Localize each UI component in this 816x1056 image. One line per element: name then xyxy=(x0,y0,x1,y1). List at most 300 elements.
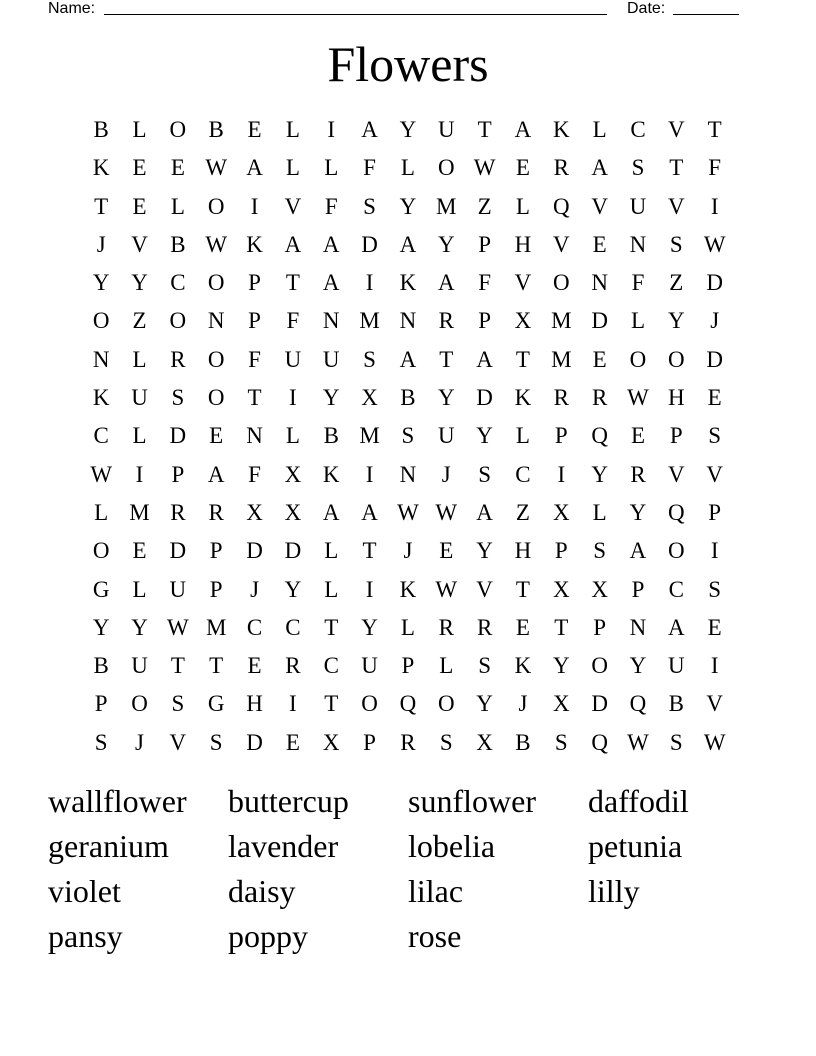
grid-letter: O xyxy=(169,308,187,334)
grid-letter: F xyxy=(363,155,376,181)
grid-letter: J xyxy=(441,461,451,487)
grid-letter: P xyxy=(248,270,261,296)
grid-letter: M xyxy=(551,346,572,372)
grid-letter: M xyxy=(205,614,227,640)
grid-letter: W xyxy=(703,231,726,257)
grid-letter: U xyxy=(361,653,378,679)
grid-letter: O xyxy=(437,155,455,181)
grid-letter: A xyxy=(399,231,417,257)
grid-letter: Y xyxy=(668,308,685,334)
grid-letter: H xyxy=(514,538,532,564)
grid-letter: T xyxy=(515,576,530,602)
grid-letter: D xyxy=(246,729,263,755)
grid-letter: J xyxy=(518,691,528,717)
grid-letter: S xyxy=(669,231,683,257)
grid-letter: B xyxy=(323,423,339,449)
grid-letter: X xyxy=(284,461,302,487)
grid-letter: R xyxy=(438,308,454,334)
grid-letter: L xyxy=(285,117,300,142)
grid-letter: V xyxy=(284,193,302,219)
grid-letter: S xyxy=(554,729,568,755)
grid-letter: F xyxy=(286,308,300,334)
word-list-item: violet xyxy=(48,873,121,909)
word-list-item: petunia xyxy=(588,828,683,864)
grid-letter: D xyxy=(361,231,378,257)
grid-letter: S xyxy=(401,423,415,449)
grid-letter: Z xyxy=(515,499,530,525)
grid-letter: V xyxy=(169,729,187,755)
grid-letter: Y xyxy=(437,231,455,257)
grid-letter: I xyxy=(365,270,374,296)
grid-letter: M xyxy=(129,499,150,525)
grid-letter: L xyxy=(132,117,147,142)
grid-letter: F xyxy=(478,270,491,296)
grid-letter: L xyxy=(324,538,339,564)
date-label: Date: xyxy=(627,0,666,17)
grid-letter: T xyxy=(170,653,185,679)
grid-letter: P xyxy=(554,538,568,564)
grid-letter: E xyxy=(132,538,147,564)
grid-letter: L xyxy=(439,653,454,679)
letter-grid xyxy=(82,111,734,762)
grid-letter: D xyxy=(169,423,187,449)
grid-letter: E xyxy=(439,538,454,564)
word-list-item: lobelia xyxy=(408,828,496,864)
grid-letter: F xyxy=(631,270,645,296)
word-list-item: sunflower xyxy=(408,783,536,819)
grid-letter: A xyxy=(246,155,263,181)
grid-letter: N xyxy=(246,423,263,449)
grid-letter: S xyxy=(363,193,376,219)
name-blank-line xyxy=(104,14,607,15)
grid-letter: K xyxy=(92,385,110,411)
grid-letter: W xyxy=(397,499,419,525)
grid-letter: Y xyxy=(399,193,417,219)
grid-letter: O xyxy=(92,538,110,564)
grid-letter: U xyxy=(169,576,187,602)
grid-letter: O xyxy=(437,691,455,717)
grid-letter: W xyxy=(90,461,113,487)
grid-letter: R xyxy=(400,729,416,755)
grid-letter: U xyxy=(322,346,340,372)
word-list-item: poppy xyxy=(228,918,308,954)
grid-letter: B xyxy=(93,117,109,142)
grid-letter: D xyxy=(246,538,263,564)
grid-letter: Y xyxy=(284,576,302,602)
grid-letter: U xyxy=(437,423,455,449)
grid-letter: I xyxy=(365,461,374,487)
grid-letter: P xyxy=(554,423,568,449)
grid-letter: Y xyxy=(437,385,455,411)
grid-letter: H xyxy=(246,691,263,717)
grid-letter: F xyxy=(324,193,338,219)
grid-letter: R xyxy=(476,614,493,640)
grid-letter: K xyxy=(552,117,570,142)
word-list-item: wallflower xyxy=(48,783,187,819)
word-list-item: geranium xyxy=(48,828,169,864)
grid-letter: S xyxy=(439,729,453,755)
word-list-item: buttercup xyxy=(228,783,349,819)
grid-letter: E xyxy=(630,423,646,449)
grid-letter: L xyxy=(324,576,339,602)
grid-letter: U xyxy=(629,193,647,219)
grid-letter: R xyxy=(208,499,224,525)
grid-letter: X xyxy=(476,729,493,755)
grid-letter: O xyxy=(668,538,685,564)
grid-letter: L xyxy=(630,308,646,334)
grid-letter: V xyxy=(552,231,570,257)
grid-letter: E xyxy=(592,231,607,257)
grid-letter: W xyxy=(435,576,458,602)
grid-letter: O xyxy=(668,346,685,372)
grid-letter: D xyxy=(706,270,723,296)
grid-letter: L xyxy=(592,117,607,142)
grid-letter: M xyxy=(359,308,380,334)
grid-letter: C xyxy=(515,461,531,487)
grid-letter: O xyxy=(361,691,378,717)
grid-letter: O xyxy=(552,270,570,296)
grid-letter: V xyxy=(668,461,685,487)
grid-letter: I xyxy=(289,385,297,411)
grid-letter: P xyxy=(708,499,722,525)
grid-letter: L xyxy=(285,423,300,449)
grid-letter: O xyxy=(207,385,225,411)
grid-letter: F xyxy=(708,155,722,181)
grid-letter: I xyxy=(135,461,144,487)
grid-letter: H xyxy=(668,385,685,411)
grid-letter: P xyxy=(209,576,223,602)
grid-letter: W xyxy=(703,729,726,755)
grid-letter: Y xyxy=(131,270,148,296)
header-fields xyxy=(48,0,748,20)
grid-letter: L xyxy=(170,193,185,219)
grid-letter: M xyxy=(359,423,380,449)
word-list xyxy=(48,779,768,959)
grid-letter: E xyxy=(209,423,224,449)
grid-letter: X xyxy=(552,691,570,717)
grid-letter: A xyxy=(476,499,493,525)
grid-letter: E xyxy=(707,385,722,411)
grid-letter: W xyxy=(627,729,649,755)
grid-letter: Z xyxy=(132,308,147,334)
grid-letter: G xyxy=(92,576,110,602)
grid-letter: R xyxy=(438,614,454,640)
grid-letter: Y xyxy=(476,538,493,564)
grid-letter: E xyxy=(170,155,185,181)
grid-letter: B xyxy=(170,231,186,257)
grid-letter: E xyxy=(515,155,530,181)
grid-letter: C xyxy=(323,653,339,679)
grid-letter: J xyxy=(403,538,413,564)
grid-letter: B xyxy=(515,729,531,755)
grid-letter: X xyxy=(514,308,532,334)
grid-letter: A xyxy=(361,117,378,142)
grid-letter: O xyxy=(207,270,225,296)
grid-letter: X xyxy=(361,385,378,411)
grid-letter: S xyxy=(171,385,185,411)
grid-letter: S xyxy=(478,461,491,487)
grid-letter: U xyxy=(131,385,148,411)
grid-letter: K xyxy=(399,270,417,296)
grid-letter: L xyxy=(132,423,147,449)
grid-letter: U xyxy=(437,117,455,142)
grid-letter: C xyxy=(285,614,301,640)
grid-letter: S xyxy=(171,691,185,717)
grid-letter: D xyxy=(591,691,608,717)
grid-letter: W xyxy=(205,231,228,257)
grid-letter: Y xyxy=(629,653,647,679)
grid-letter: V xyxy=(706,691,723,717)
grid-letter: V xyxy=(591,193,608,219)
grid-letter: N xyxy=(629,614,647,640)
grid-letter: J xyxy=(710,308,720,334)
grid-letter: Q xyxy=(552,193,570,219)
grid-letter: S xyxy=(478,653,491,679)
grid-letter: O xyxy=(92,308,110,334)
grid-letter: Q xyxy=(399,691,417,717)
grid-letter: J xyxy=(135,729,144,755)
grid-letter: D xyxy=(284,538,302,564)
grid-letter: I xyxy=(710,653,719,679)
word-list-item: daffodil xyxy=(588,783,689,819)
grid-letter: L xyxy=(132,346,147,372)
grid-letter: S xyxy=(363,346,376,372)
grid-letter: S xyxy=(94,729,108,755)
grid-letter: P xyxy=(248,308,261,334)
grid-letter: L xyxy=(132,576,147,602)
grid-letter: A xyxy=(591,155,608,181)
grid-letter: R xyxy=(591,385,608,411)
grid-letter: T xyxy=(515,346,530,372)
grid-letter: M xyxy=(436,193,457,219)
grid-letter: V xyxy=(514,270,532,296)
grid-letter: Z xyxy=(477,193,492,219)
grid-letter: D xyxy=(591,308,608,334)
grid-letter: P xyxy=(478,308,491,334)
grid-letter: E xyxy=(247,117,262,142)
grid-letter: X xyxy=(322,729,340,755)
word-list-item: rose xyxy=(408,918,462,954)
grid-letter: S xyxy=(593,538,607,564)
grid-letter: R xyxy=(170,499,186,525)
grid-letter: U xyxy=(131,653,148,679)
grid-letter: E xyxy=(132,193,147,219)
grid-letter: C xyxy=(93,423,109,449)
grid-letter: A xyxy=(476,346,493,372)
grid-letter: T xyxy=(324,691,339,717)
word-list-item: lilly xyxy=(588,873,640,909)
grid-letter: X xyxy=(246,499,263,525)
grid-letter: N xyxy=(399,461,417,487)
grid-letter: B xyxy=(400,385,416,411)
grid-letter: R xyxy=(630,461,646,487)
grid-letter: L xyxy=(285,155,300,181)
grid-letter: X xyxy=(552,576,570,602)
grid-letter: N xyxy=(629,231,647,257)
grid-letter: B xyxy=(93,653,109,679)
grid-letter: P xyxy=(669,423,683,449)
word-list-item: pansy xyxy=(48,918,123,954)
grid-letter: Y xyxy=(476,423,493,449)
grid-letter: C xyxy=(668,576,684,602)
grid-letter: T xyxy=(362,538,377,564)
grid-letter: Y xyxy=(92,270,110,296)
grid-letter: S xyxy=(708,423,722,449)
grid-letter: T xyxy=(669,155,684,181)
grid-letter: U xyxy=(284,346,302,372)
grid-letter: Y xyxy=(591,461,608,487)
grid-letter: L xyxy=(324,155,339,181)
grid-letter: V xyxy=(668,117,685,142)
grid-letter: R xyxy=(553,155,569,181)
grid-letter: O xyxy=(207,346,225,372)
grid-letter: S xyxy=(631,155,645,181)
name-label: Name: xyxy=(48,0,96,17)
grid-letter: W xyxy=(435,499,458,525)
grid-letter: U xyxy=(668,653,685,679)
grid-letter: E xyxy=(285,729,300,755)
grid-letter: D xyxy=(169,538,187,564)
grid-letter: T xyxy=(554,614,569,640)
grid-letter: R xyxy=(170,346,186,372)
grid-letter: Y xyxy=(361,614,378,640)
grid-letter: E xyxy=(592,346,607,372)
grid-letter: I xyxy=(710,193,719,219)
grid-letter: I xyxy=(365,576,374,602)
grid-letter: A xyxy=(207,461,225,487)
grid-letter: K xyxy=(92,155,110,181)
grid-letter: Y xyxy=(476,691,493,717)
grid-letter: L xyxy=(400,155,415,181)
grid-letter: N xyxy=(591,270,608,296)
grid-letter: W xyxy=(205,155,228,181)
grid-letter: O xyxy=(591,653,608,679)
grid-letter: A xyxy=(514,117,532,142)
grid-letter: P xyxy=(593,614,607,640)
grid-letter: A xyxy=(322,270,340,296)
grid-letter: A xyxy=(322,499,340,525)
grid-letter: I xyxy=(250,193,259,219)
grid-letter: L xyxy=(515,423,530,449)
grid-letter: Q xyxy=(668,499,685,525)
grid-letter: Y xyxy=(399,117,417,142)
grid-letter: J xyxy=(96,231,106,257)
grid-letter: V xyxy=(131,231,148,257)
grid-letter: A xyxy=(629,538,647,564)
grid-letter: J xyxy=(250,576,260,602)
page-title: Flowers xyxy=(327,36,489,92)
grid-letter: I xyxy=(289,691,297,717)
grid-letter: O xyxy=(131,691,148,717)
grid-letter: I xyxy=(327,117,336,142)
grid-letter: L xyxy=(515,193,530,219)
grid-letter: N xyxy=(399,308,417,334)
grid-letter: E xyxy=(132,155,147,181)
grid-letter: K xyxy=(322,461,340,487)
word-list-item: lilac xyxy=(408,873,464,909)
grid-letter: V xyxy=(668,193,685,219)
grid-letter: C xyxy=(170,270,186,296)
grid-letter: O xyxy=(169,117,187,142)
grid-letter: P xyxy=(631,576,645,602)
grid-letter: A xyxy=(437,270,455,296)
grid-letter: W xyxy=(627,385,649,411)
grid-letter: M xyxy=(551,308,572,334)
grid-letter: C xyxy=(630,117,646,142)
grid-letter: A xyxy=(361,499,378,525)
grid-letter: C xyxy=(246,614,263,640)
grid-letter: Q xyxy=(591,423,608,449)
grid-letter: B xyxy=(208,117,224,142)
grid-letter: R xyxy=(285,653,301,679)
grid-letter: W xyxy=(473,155,496,181)
grid-letter: A xyxy=(284,231,302,257)
grid-letter: D xyxy=(706,346,723,372)
grid-letter: K xyxy=(514,653,532,679)
grid-letter: X xyxy=(284,499,302,525)
grid-letter: T xyxy=(477,117,492,142)
grid-letter: H xyxy=(514,231,532,257)
grid-letter: A xyxy=(322,231,340,257)
grid-letter: R xyxy=(553,385,569,411)
grid-letter: B xyxy=(668,691,684,717)
grid-letter: L xyxy=(592,499,607,525)
grid-letter: P xyxy=(94,691,108,717)
grid-letter: O xyxy=(207,193,225,219)
grid-letter: Y xyxy=(92,614,110,640)
grid-letter: L xyxy=(94,499,109,525)
grid-letter: Q xyxy=(629,691,647,717)
word-list-item: daisy xyxy=(228,873,296,909)
grid-letter: K xyxy=(246,231,263,257)
grid-letter: I xyxy=(710,538,719,564)
grid-letter: P xyxy=(478,231,491,257)
grid-letter: F xyxy=(248,461,261,487)
grid-letter: E xyxy=(515,614,530,640)
grid-letter: Q xyxy=(591,729,608,755)
word-list-item: lavender xyxy=(228,828,339,864)
grid-letter: V xyxy=(706,461,723,487)
grid-letter: P xyxy=(209,538,223,564)
grid-letter: K xyxy=(514,385,532,411)
grid-letter: O xyxy=(629,346,647,372)
grid-letter: S xyxy=(209,729,223,755)
grid-letter: X xyxy=(591,576,608,602)
grid-letter: T xyxy=(94,193,109,219)
grid-letter: E xyxy=(707,614,722,640)
grid-letter: A xyxy=(399,346,417,372)
grid-letter: T xyxy=(707,117,722,142)
grid-letter: S xyxy=(669,729,683,755)
grid-letter: Y xyxy=(552,653,570,679)
grid-letter: D xyxy=(476,385,493,411)
grid-letter: E xyxy=(247,653,262,679)
grid-letter: T xyxy=(324,614,339,640)
grid-letter: S xyxy=(708,576,722,602)
grid-letter: K xyxy=(399,576,417,602)
grid-letter: V xyxy=(476,576,493,602)
grid-letter: T xyxy=(285,270,300,296)
grid-letter: T xyxy=(247,385,262,411)
grid-letter: G xyxy=(207,691,225,717)
grid-letter: Y xyxy=(629,499,647,525)
grid-letter: F xyxy=(248,346,261,372)
grid-letter: Y xyxy=(131,614,148,640)
grid-letter: W xyxy=(167,614,189,640)
grid-letter: L xyxy=(400,614,415,640)
grid-letter: N xyxy=(322,308,340,334)
grid-letter: P xyxy=(363,729,376,755)
